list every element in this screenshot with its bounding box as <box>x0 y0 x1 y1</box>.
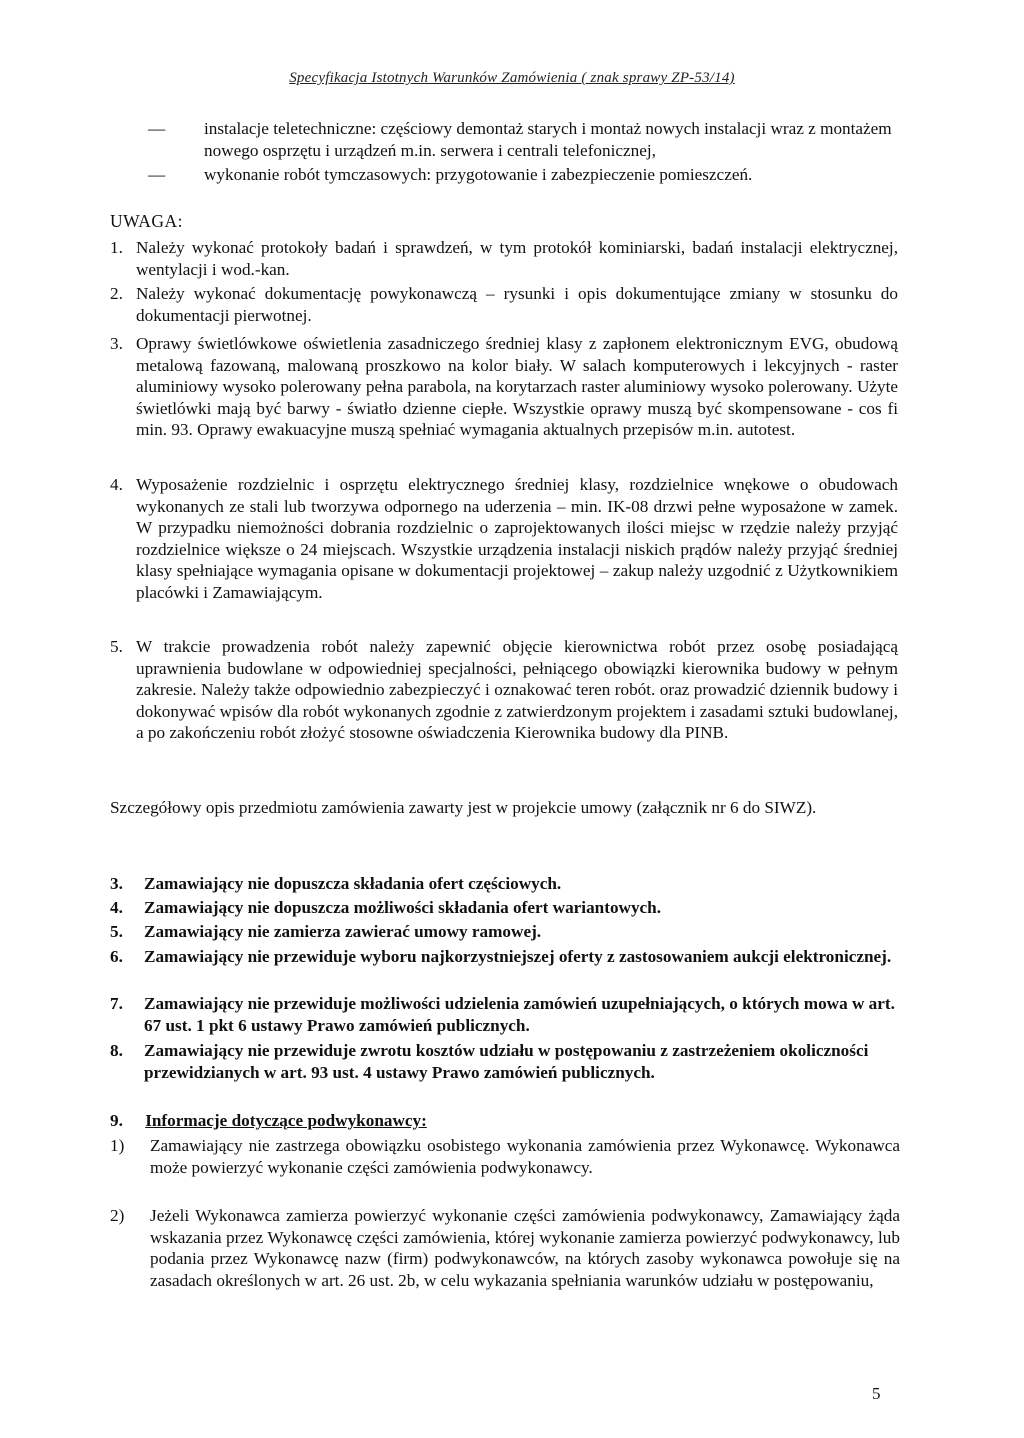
item-text: Zamawiający nie przewiduje wyboru najkorzystniejszej oferty z zastosowaniem aukcji elektronicznej. <box>144 947 892 966</box>
uwaga-item-5 <box>110 636 898 744</box>
item-number: 1) <box>110 1136 125 1155</box>
item-text: Zamawiający nie przewiduje możliwości udzielenia zamówień uzupełniających, o których mowa w art. 67 ust. 1 pkt 6 ustawy Prawo zamówień publicznych. <box>144 994 895 1035</box>
bold-item-7 <box>110 993 900 1036</box>
item-number: 5. <box>110 922 123 941</box>
section-9-heading <box>110 1110 427 1132</box>
item-text: Zamawiający nie zastrzega obowiązku osobistego wykonania zamówienia przez Wykonawcę. Wykonawca może powierzyć wykonanie części zamówienia podwykonawcy. <box>150 1136 900 1177</box>
uwaga-heading: UWAGA: <box>110 211 183 231</box>
bold-item-4 <box>110 897 900 919</box>
item-number: 4. <box>110 475 123 494</box>
item-text: Jeżeli Wykonawca zamierza powierzyć wykonanie części zamówienia podwykonawcy, Zamawiający żąda wskazania przez Wykonawcę części zamówienia, której wykonanie zamierza powierzyć podwykonawcy, lub podania przez Wykonawcę nazw (firm) podwykonawców, na których zasoby wykonawca powołuje się na zasadach określonych w art. 26 ust. 2b, w celu wykazania spełniania warunków udziału w postępowaniu, <box>150 1206 900 1290</box>
dash-item-text: wykonanie robót tymczasowych: przygotowanie i zabezpieczenie pomieszczeń. <box>204 165 753 184</box>
item-text: Oprawy świetlówkowe oświetlenia zasadniczego średniej klasy z zapłonem elektronicznym EVG, obudową metalową fazowaną, malowaną proszkowo na kolor biały. W salach komputerowych i lekcyjnych - raster aluminiowy wysoko polerowany pełna parabola, na korytarzach raster aluminiowy wysoko polerowany. Użyte świetlówki mają być barwy - światło dzienne ciepłe. Wszystkie oprawy muszą być skompensowane - cos fi min. 93. Oprawy ewakuacyjne muszą spełniać wymagania aktualnych przepisów m.in. autotest. <box>136 334 898 439</box>
item-number: 3. <box>110 334 123 353</box>
item-number: 7. <box>110 994 123 1013</box>
item-text: W trakcie prowadzenia robót należy zapewnić objęcie kierownictwa robót przez osobę posiadającą uprawnienia budowlane w odpowiedniej specjalności, pełniącego obowiązki kierownika budowy w pełnym zakresie. Należy także odpowiednio zabezpieczyć i oznakować teren robót. oraz prowadzić dziennik budowy i dokonywać wpisów dla robót wykonanych zgodnie z zatwierdzonym projektem i zasadami sztuki budowlanej, a po zakończeniu robót złożyć stosowne oświadczenia Kierownika budowy dla PINB. <box>136 637 898 742</box>
dash-item-teletechnika <box>148 118 908 161</box>
item-text: Wyposażenie rozdzielnic i osprzętu elektrycznego średniej klasy, rozdzielnice wnękowe o obudowach wykonanych ze stali lub tworzywa odpornego na uderzenia – min. IK-08 drzwi pełne wyposażone w zamek. W przypadku niemożności dobrania rozdzielnic o zaprojektowanych ilości miejsc w rzędzie należy przyjąć rozdzielnice większe o 24 miejscach. Wszystkie urządzenia instalacji niskich prądów należy przyjąć średniej klasy spełniające wymagania opisane w dokumentacji projektowej – zakup należy uzgodnić z Użytkownikiem placówki i Zamawiającym. <box>136 475 898 602</box>
dash-item-text: instalacje teletechniczne: częściowy demontaż starych i montaż nowych instalacji wraz z montażem nowego osprzętu i urządzeń m.in. serwera i centrali telefonicznej, <box>204 119 892 160</box>
section-9-item-2 <box>110 1205 900 1291</box>
item-text: Zamawiający nie dopuszcza możliwości składania ofert wariantowych. <box>144 898 662 917</box>
page-number: 5 <box>872 1384 881 1403</box>
item-number: 3. <box>110 874 123 893</box>
item-number: 2) <box>110 1206 125 1225</box>
dash-bullet: — <box>148 165 166 184</box>
bold-item-5 <box>110 921 900 943</box>
item-text: Należy wykonać protokoły badań i sprawdzeń, w tym protokół kominiarski, badań instalacji elektrycznej, wentylacji i wod.-kan. <box>136 238 898 279</box>
item-number: 5. <box>110 637 123 656</box>
uwaga-item-4 <box>110 474 898 603</box>
item-number: 8. <box>110 1041 123 1060</box>
section-9-item-1 <box>110 1135 900 1178</box>
item-text: Zamawiający nie zamierza zawierać umowy ramowej. <box>144 922 542 941</box>
bold-item-3 <box>110 873 900 895</box>
section-number: 9. <box>110 1111 123 1130</box>
bold-item-6 <box>110 946 900 968</box>
bold-item-8 <box>110 1040 900 1083</box>
dash-bullet: — <box>148 119 166 138</box>
uwaga-item-2 <box>110 283 898 326</box>
page-header: Specyfikacja Istotnych Warunków Zamówienia ( znak sprawy ZP-53/14) <box>289 70 735 86</box>
uwaga-item-3 <box>110 333 898 441</box>
item-text: Należy wykonać dokumentację powykonawczą – rysunki i opis dokumentujące zmiany w stosunku do dokumentacji pierwotnej. <box>136 284 898 325</box>
item-number: 2. <box>110 284 123 303</box>
item-text: Zamawiający nie dopuszcza składania ofert częściowych. <box>144 874 562 893</box>
uwaga-item-1 <box>110 237 898 280</box>
item-text: Zamawiający nie przewiduje zwrotu kosztów udziału w postępowaniu z zastrzeżeniem okoliczności przewidzianych w art. 93 ust. 4 ustawy Prawo zamówień publicznych. <box>144 1041 869 1082</box>
section-title: Informacje dotyczące podwykonawcy: <box>145 1111 427 1130</box>
szczegolowy-opis: Szczegółowy opis przedmiotu zamówienia zawarty jest w projekcie umowy (załącznik nr 6 do SIWZ). <box>110 798 817 817</box>
item-number: 4. <box>110 898 123 917</box>
item-number: 1. <box>110 238 123 257</box>
dash-item-roboty-tymczasowe <box>148 164 908 186</box>
item-number: 6. <box>110 947 123 966</box>
